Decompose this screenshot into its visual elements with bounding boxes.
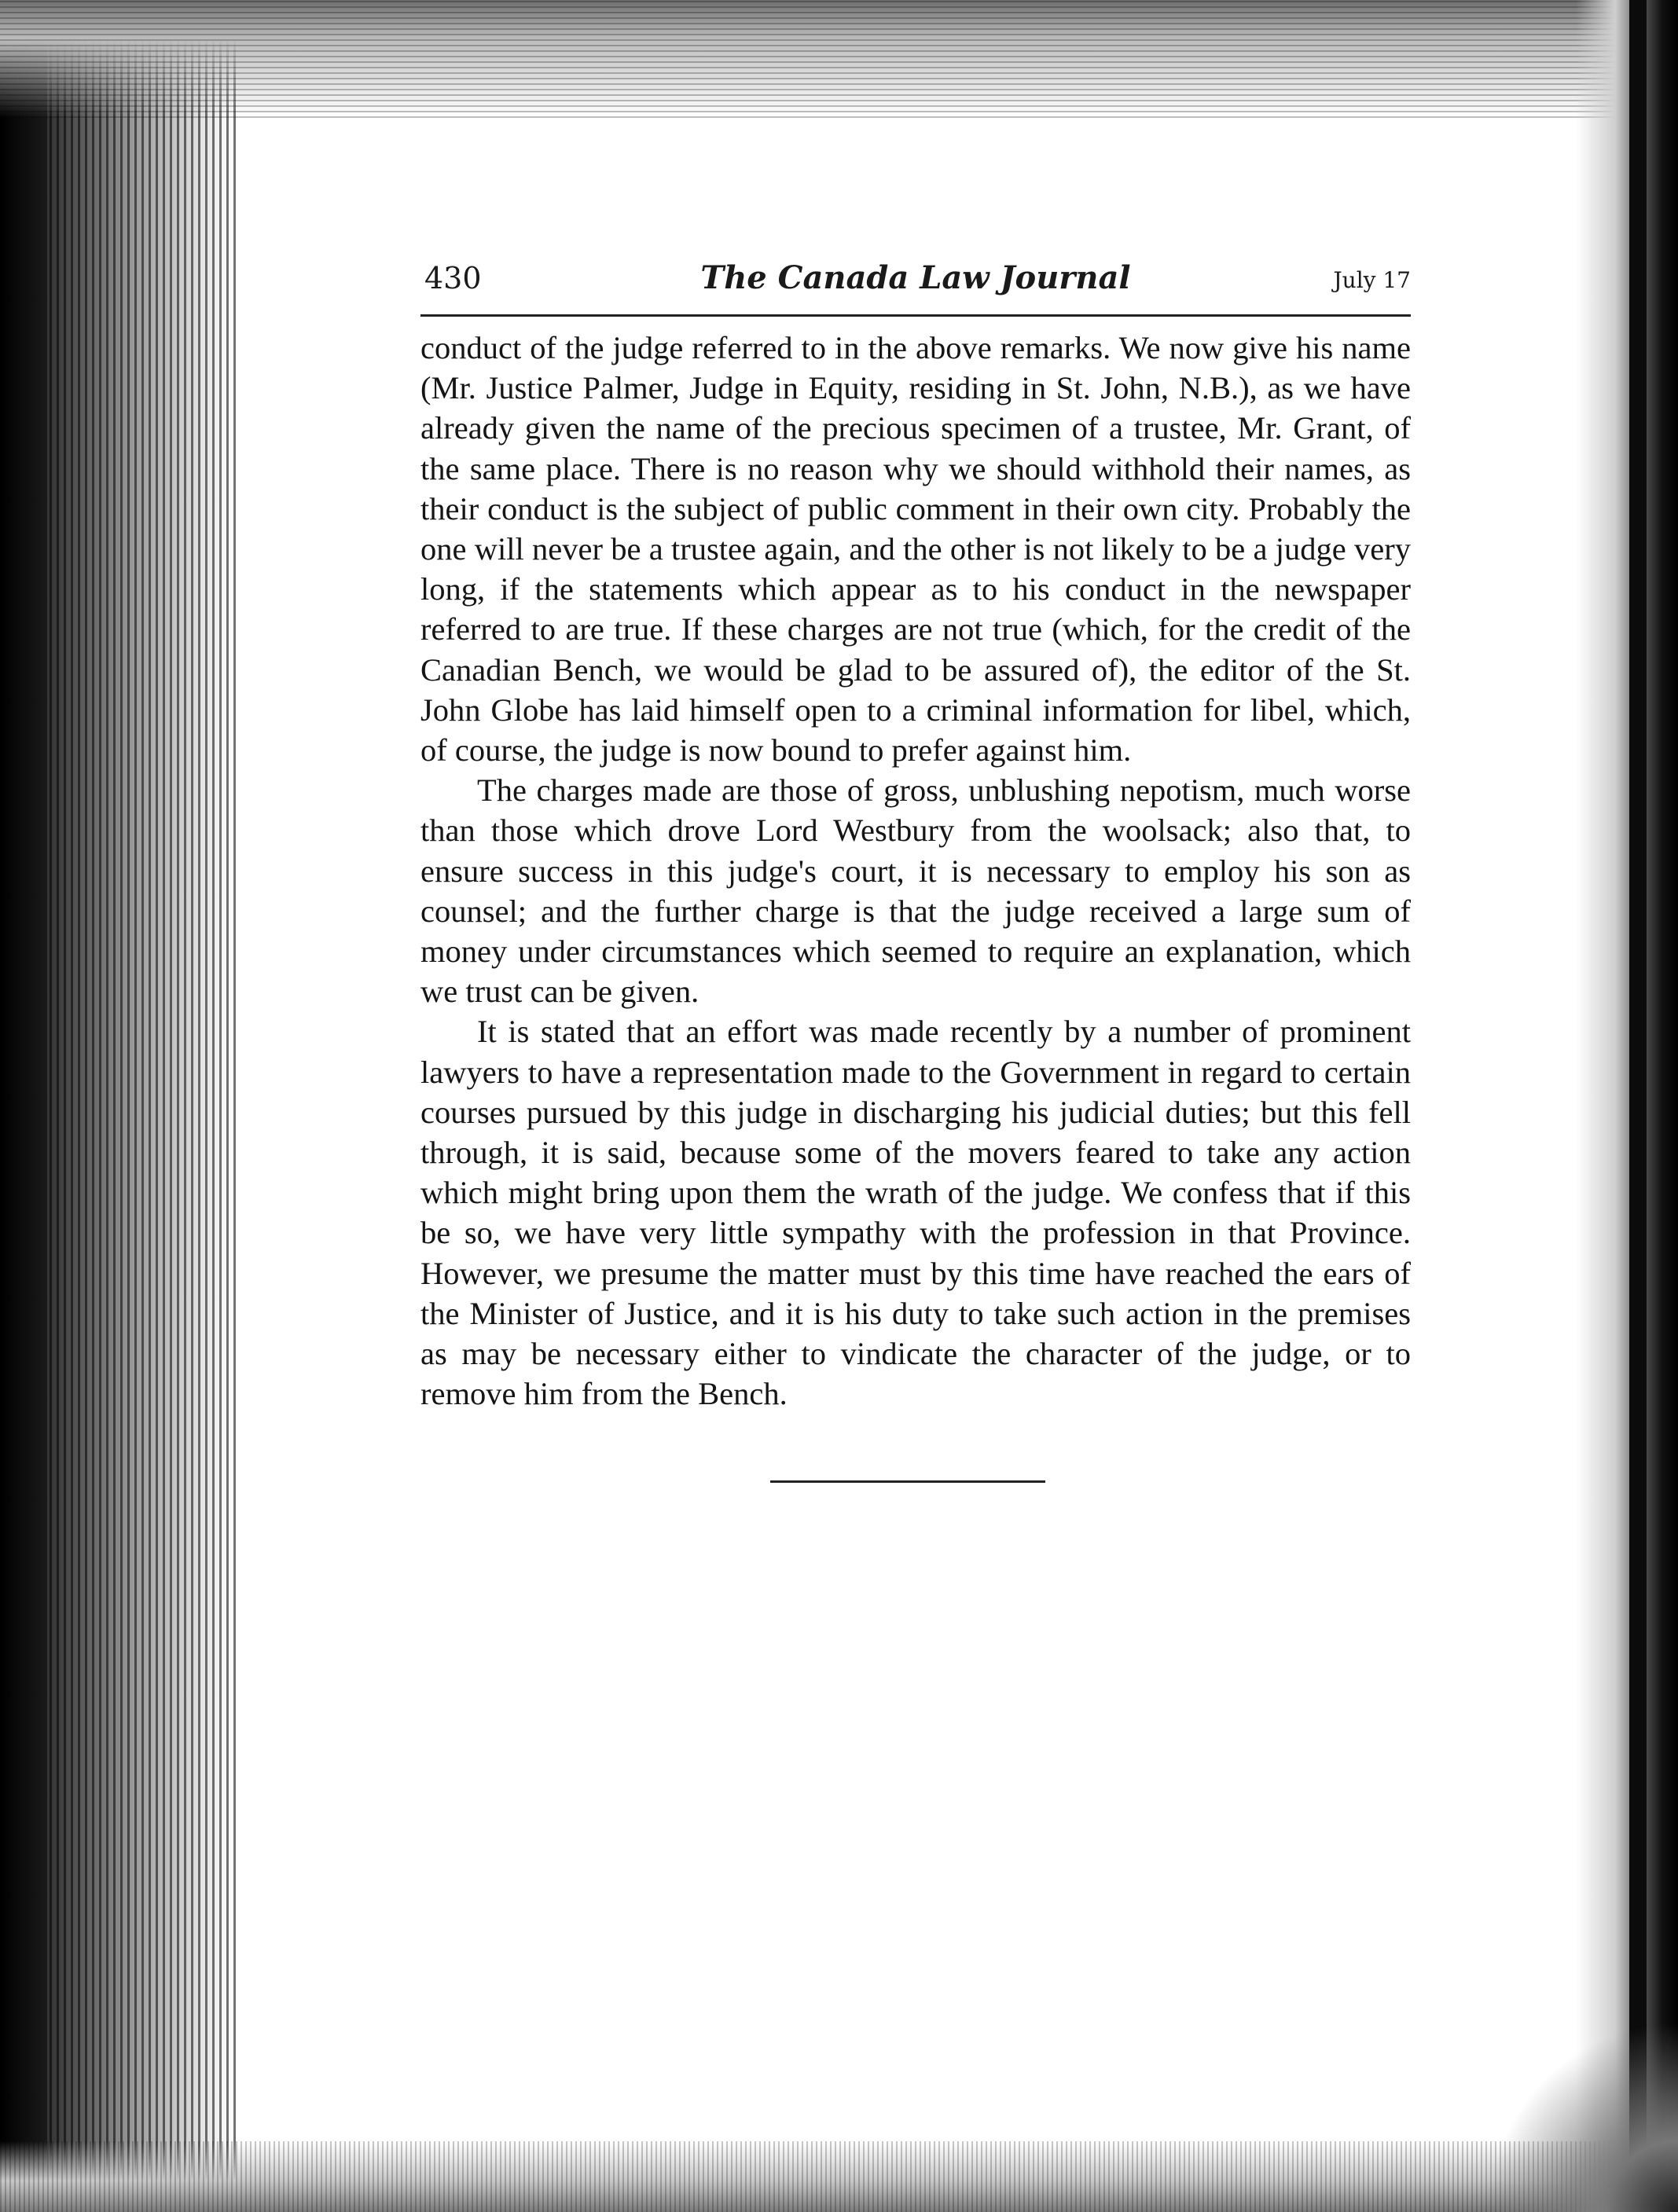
bottom-right-corner-shadow [1474, 2008, 1678, 2212]
paragraph-representation: It is stated that an effort was made recently by a number of prominent lawyers to have a representation made to the Government in regard to certain courses pursued by this judge in discharging his judicial duties; but this fell through, it is said, because some of the movers feared to take any action which might bring upon them the wrath of the judge. We confess that if this be so, we have very little sympathy with the profession in that Province. However, we presume the matter must by this time have reached the ears of the Minister of Justice, and it is his duty to take such action in the premises as may be necessary either to vindicate the character of the judge, or to remove him from the Bench. [420, 1014, 1411, 1412]
issue-date: July 17 [1333, 267, 1411, 293]
bottom-scan-edge [0, 2141, 1678, 2212]
top-scan-edge [0, 0, 1678, 118]
right-dark-band [1629, 0, 1647, 2212]
article-body [420, 328, 1411, 1414]
running-head [420, 259, 1411, 317]
paragraph-continued: conduct of the judge referred to in the above remarks. We now give his name (Mr. Justice Palmer, Judge in Equity, residing in St. John, N.B.), as we have already given the name of the precious specimen of a trustee, Mr. Grant, of the same place. There is no reason why we should withhold their names, as their conduct is the subject of public comment in their own city. Probably the one will never be a trustee again, and the other is not likely to be a judge very long, if the statements which appear as to his conduct in the newspaper referred to are true. If these charges are not true (which, for the credit of the Canadian Bench, we would be glad to be assured of), the editor of the St. John Globe has laid himself open to a criminal information for libel, which, of course, the judge is now bound to prefer against him. [420, 330, 1411, 769]
page-number: 430 [424, 261, 482, 295]
journal-page [420, 259, 1411, 1483]
right-scan-edge [1576, 0, 1678, 2212]
paragraph-charges: The charges made are those of gross, unblushing nepotism, much worse than those which drove Lord Westbury from the woolsack; also that, to ensure success in this judge's court, it is necessary to employ his son as counsel; and the further charge is that the judge received a large sum of money under circumstances which seemed to require an explanation, which we trust can be given. [420, 772, 1411, 1010]
journal-title: The Canada Law Journal [700, 259, 1131, 296]
section-end-rule [770, 1480, 1045, 1483]
left-scan-edge [0, 0, 47, 2212]
